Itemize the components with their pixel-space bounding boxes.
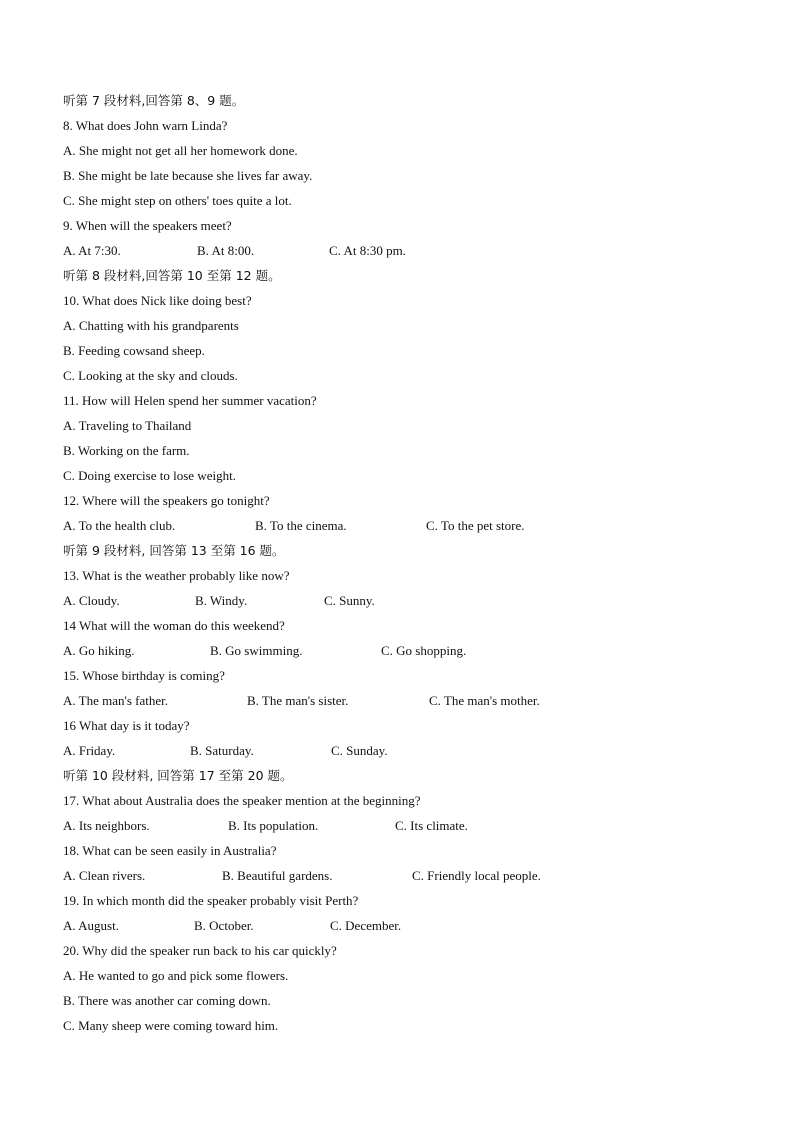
option-b: B. She might be late because she lives far away. <box>63 168 313 183</box>
question-text: 9. When will the speakers meet? <box>63 218 232 233</box>
option-b: B. There was another car coming down. <box>63 993 271 1008</box>
option-row <box>63 638 743 663</box>
option-b: B. The man's sister. <box>247 693 349 708</box>
option-c: C. She might step on others' toes quite a lot. <box>63 193 292 208</box>
option-c: C. Doing exercise to lose weight. <box>63 468 236 483</box>
option-c: C. Many sheep were coming toward him. <box>63 1018 279 1033</box>
option-b: B. To the cinema. <box>255 518 347 533</box>
option-b: B. October. <box>194 918 254 933</box>
option-c: C. To the pet store. <box>426 518 525 533</box>
option-b: B. At 8:00. <box>197 243 255 258</box>
option-a: A. Go hiking. <box>63 643 135 658</box>
option-a: A. To the health club. <box>63 518 176 533</box>
option-a: A. He wanted to go and pick some flowers. <box>63 968 289 983</box>
option-b: B. Windy. <box>195 593 248 608</box>
section-heading: 听第 9 段材料, 回答第 13 至第 16 题。 <box>63 543 285 558</box>
section-heading: 听第 8 段材料,回答第 10 至第 12 题。 <box>63 268 281 283</box>
option-a: A. Its neighbors. <box>63 818 150 833</box>
option-a: A. At 7:30. <box>63 243 121 258</box>
option-b: B. Saturday. <box>190 743 254 758</box>
question-text: 17. What about Australia does the speaker mention at the beginning? <box>63 793 421 808</box>
section-heading: 听第 7 段材料,回答第 8、9 题。 <box>63 93 245 108</box>
option-row <box>63 238 743 263</box>
option-c: C. Sunday. <box>331 743 388 758</box>
question-text: 8. What does John warn Linda? <box>63 118 228 133</box>
option-a: A. Clean rivers. <box>63 868 146 883</box>
option-c: C. Go shopping. <box>381 643 467 658</box>
question-text: 18. What can be seen easily in Australia? <box>63 843 277 858</box>
option-a: A. Cloudy. <box>63 593 120 608</box>
listening-section <box>63 88 743 1038</box>
option-c: C. The man's mother. <box>429 693 540 708</box>
option-a: A. August. <box>63 918 119 933</box>
option-row <box>63 688 743 713</box>
option-b: B. Its population. <box>228 818 319 833</box>
question-text: 14 What will the woman do this weekend? <box>63 618 285 633</box>
section-heading: 听第 10 段材料, 回答第 17 至第 20 题。 <box>63 768 293 783</box>
option-c: C. Looking at the sky and clouds. <box>63 368 238 383</box>
option-a: A. She might not get all her homework done. <box>63 143 298 158</box>
option-b: B. Working on the farm. <box>63 443 190 458</box>
option-a: A. The man's father. <box>63 693 168 708</box>
question-text: 10. What does Nick like doing best? <box>63 293 252 308</box>
question-text: 20. Why did the speaker run back to his car quickly? <box>63 943 337 958</box>
option-row <box>63 863 743 888</box>
option-row <box>63 738 743 763</box>
option-c: C. Friendly local people. <box>412 868 541 883</box>
question-text: 11. How will Helen spend her summer vacation? <box>63 393 317 408</box>
question-text: 15. Whose birthday is coming? <box>63 668 225 683</box>
option-a: A. Friday. <box>63 743 116 758</box>
option-row <box>63 588 743 613</box>
option-row <box>63 813 743 838</box>
option-b: B. Beautiful gardens. <box>222 868 333 883</box>
option-c: C. Sunny. <box>324 593 375 608</box>
option-a: A. Chatting with his grandparents <box>63 318 239 333</box>
question-text: 16 What day is it today? <box>63 718 190 733</box>
option-b: B. Go swimming. <box>210 643 303 658</box>
question-text: 13. What is the weather probably like now? <box>63 568 290 583</box>
question-text: 19. In which month did the speaker probably visit Perth? <box>63 893 359 908</box>
option-c: C. At 8:30 pm. <box>329 243 406 258</box>
option-row <box>63 513 743 538</box>
option-c: C. December. <box>330 918 402 933</box>
option-b: B. Feeding cowsand sheep. <box>63 343 205 358</box>
option-a: A. Traveling to Thailand <box>63 418 192 433</box>
option-c: C. Its climate. <box>395 818 468 833</box>
question-text: 12. Where will the speakers go tonight? <box>63 493 270 508</box>
option-row <box>63 913 743 938</box>
